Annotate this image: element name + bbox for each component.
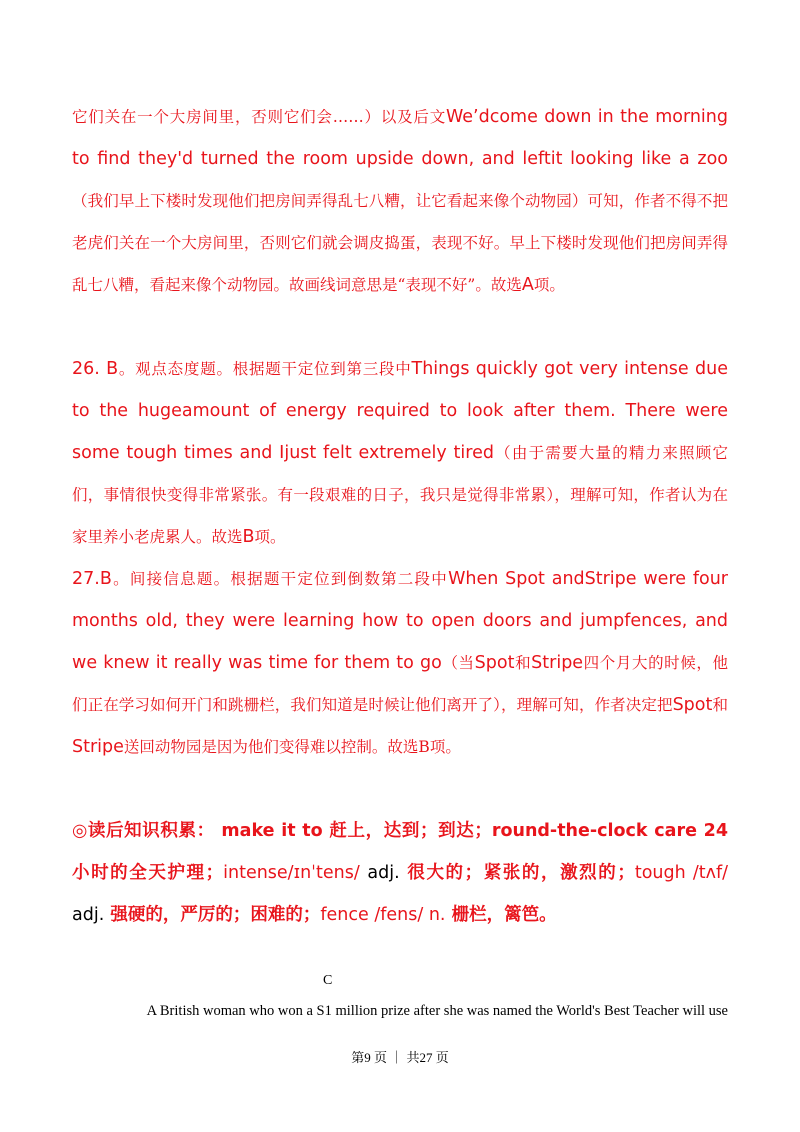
answer-letter: B xyxy=(242,527,255,547)
vocab-meaning: 很大的；紧张的，激烈的； xyxy=(407,863,635,883)
part-of-speech: adj. xyxy=(367,863,400,883)
quote-text: When Spot andStripe were four months old, they were learning how to open doors and jumpfences, and we knew it really was time for them to go xyxy=(72,569,728,673)
cn-text: 项。 xyxy=(533,276,565,294)
question-label: 26. B xyxy=(72,359,119,379)
name-text: Stripe xyxy=(531,653,584,673)
cn-text: 送回动物园是因为他们变得难以控制。故选 xyxy=(123,738,419,756)
explanation-27 xyxy=(72,558,728,768)
cn-text: 和 xyxy=(712,696,728,714)
vocabulary-notes xyxy=(72,810,728,936)
cn-text: （当 xyxy=(441,654,475,672)
vocab-term: fence /fens/ n. xyxy=(320,905,446,925)
vocab-term: make it to xyxy=(221,821,323,841)
answer-letter: A xyxy=(521,275,534,295)
vocab-meaning: 赶上，达到；到达； xyxy=(329,821,492,841)
vocabulary-title: 读后知识积累： xyxy=(87,821,215,841)
vocab-term: tough /tʌf/ xyxy=(634,863,729,883)
vocab-meaning: 小时的全天护理； xyxy=(72,863,224,883)
vocab-term: round-the-clock care 24 xyxy=(491,821,729,841)
cn-text: 项。 xyxy=(429,738,461,756)
explanation-25-continued xyxy=(72,96,728,306)
part-of-speech: adj. xyxy=(72,905,105,925)
cn-text: （我们早上下楼时发现他们把房间弄得乱七八糟，让它看起来像个动物园）可知，作者不得不把老虎们关在一个大房间里，否则它们就会调皮捣蛋，表现不好。早上下楼时发现他们把房间弄得乱七八糟，看起来像个动物园。故画线词意思是“表现不好”。故选 xyxy=(72,192,728,294)
name-text: Spot xyxy=(474,653,515,673)
explanation-26 xyxy=(72,348,728,558)
note-marker: ◎ xyxy=(72,821,88,841)
question-label: 27.B xyxy=(72,569,112,589)
cn-text: 。间接信息题。根据题干定位到倒数第二段中 xyxy=(111,570,449,588)
vocab-meaning: 栅栏，篱笆。 xyxy=(451,905,557,925)
passage-text: A British woman who won a S1 million prize after she was named the World's Best Teacher will use xyxy=(146,1003,728,1019)
page-footer: 第9 页 ｜ 共27 页 xyxy=(351,1050,449,1065)
cn-text: （由于需要大量的精力来照顾它们，事情很快变得非常紧张。有一段艰难的日子，我只是觉得非常累），理解可知，作者认为在家里养小老虎累人。故选 xyxy=(72,444,728,546)
name-text: Stripe xyxy=(72,737,124,757)
answer-letter: B xyxy=(418,738,430,756)
cn-text: 四个月大的时候，他们正在学习如何开门和跳栅栏，我们知道是时候让他们离开了），理解可知，作者决定把 xyxy=(72,654,728,714)
section-heading: C xyxy=(323,973,333,988)
name-text: Spot xyxy=(672,695,713,715)
quote-text: We’dcome down in the morning to find they'd turned the room upside down, and leftit looking like a zoo xyxy=(72,107,728,169)
quote-text: Things quickly got very intense due to the hugeamount of energy required to look after them. There were some tough times and Ijust felt extremely tired xyxy=(72,359,728,463)
cn-text: 和 xyxy=(514,654,532,672)
cn-text: 项。 xyxy=(254,528,286,546)
cn-text: 。观点态度题。根据题干定位到第三段中 xyxy=(118,360,412,378)
cn-text: 它们关在一个大房间里，否则它们会……）以及后文 xyxy=(72,108,447,126)
vocab-term: intense/ɪnˈtens/ xyxy=(223,863,360,883)
vocab-meaning: 强硬的，严厉的；困难的； xyxy=(110,905,321,925)
